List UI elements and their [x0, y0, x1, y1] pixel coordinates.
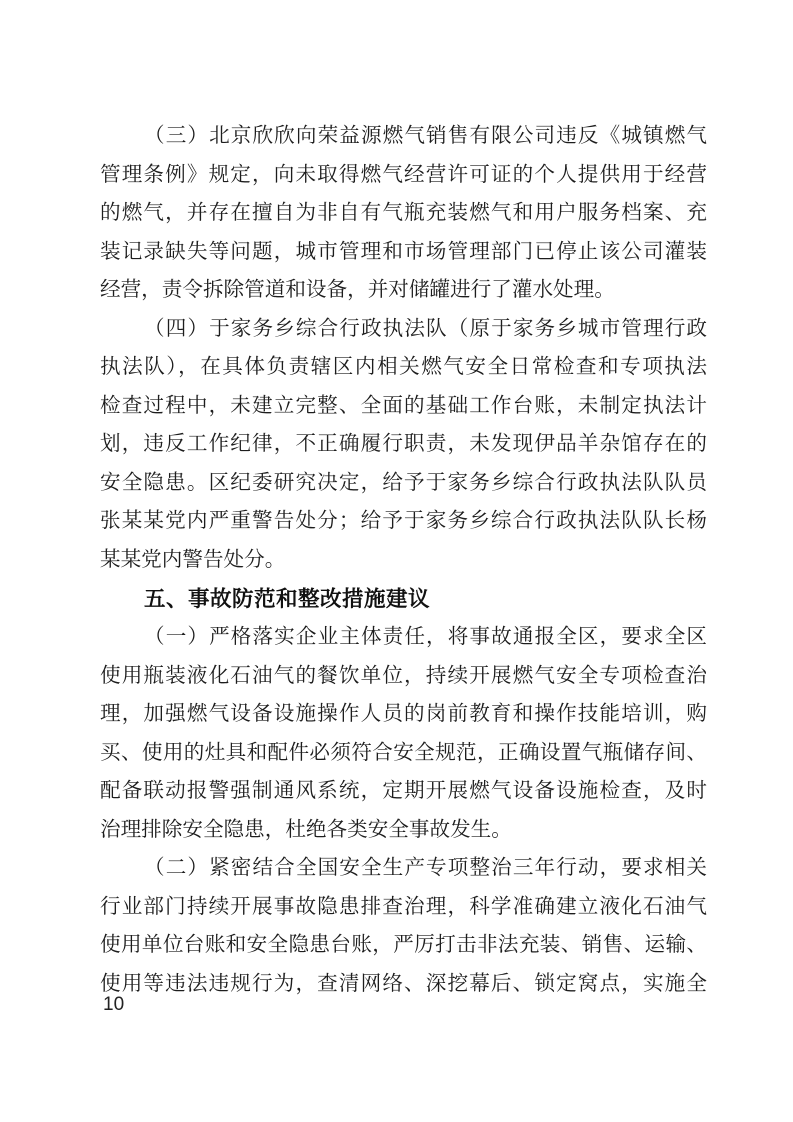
text-line: 安全隐患。区纪委研究决定，给予于家务乡综合行政执法队队员 — [100, 471, 707, 494]
document-body — [100, 117, 707, 1004]
text-line: 装记录缺失等问题，城市管理和市场管理部门已停止该公司灌装 — [100, 240, 707, 263]
text-line: 买、使用的灶具和配件必须符合安全规范，正确设置气瓶储存间、 — [100, 741, 707, 764]
text-line: 执法队），在具体负责辖区内相关燃气安全日常检查和专项执法 — [100, 356, 707, 379]
text-line: 管理条例》规定，向未取得燃气经营许可证的个人提供用于经营 — [100, 163, 707, 186]
text-line: 检查过程中，未建立完整、全面的基础工作台账，未制定执法计 — [100, 394, 707, 417]
text-line: （一）严格落实企业主体责任，将事故通报全区，要求全区 — [144, 626, 707, 649]
text-line: 治理排除安全隐患，杜绝各类安全事故发生。 — [100, 818, 512, 841]
text-line: （四）于家务乡综合行政执法队（原于家务乡城市管理行政 — [144, 317, 707, 340]
text-line: 使用瓶装液化石油气的餐饮单位，持续开展燃气安全专项检查治 — [100, 664, 707, 687]
text-line: 使用单位台账和安全隐患台账，严厉打击非法充装、销售、运输、 — [100, 934, 707, 957]
page-number: 10 — [103, 994, 125, 1015]
text-line: 行业部门持续开展事故隐患排查治理，科学准确建立液化石油气 — [100, 895, 707, 918]
section-heading: 五、事故防范和整改措施建议 — [144, 586, 431, 611]
text-line: 经营，责令拆除管道和设备，并对储罐进行了灌水处理。 — [100, 279, 615, 302]
text-line: 使用等违法违规行为，查清网络、深挖幕后、锁定窝点，实施全 — [100, 973, 707, 996]
text-line: 的燃气，并存在擅自为非自有气瓶充装燃气和用户服务档案、充 — [100, 202, 707, 225]
text-line: 配备联动报警强制通风系统，定期开展燃气设备设施检查，及时 — [100, 780, 707, 803]
text-line: 某某党内警告处分。 — [100, 549, 286, 572]
text-line: （三）北京欣欣向荣益源燃气销售有限公司违反《城镇燃气 — [144, 125, 707, 147]
text-line: 张某某党内严重警告处分；给予于家务乡综合行政执法队队长杨 — [100, 510, 707, 533]
text-line: 划，违反工作纪律，不正确履行职责，未发现伊品羊杂馆存在的 — [100, 433, 707, 456]
text-line: （二）紧密结合全国安全生产专项整治三年行动，要求相关 — [144, 857, 707, 880]
text-line: 理，加强燃气设备设施操作人员的岗前教育和操作技能培训，购 — [100, 703, 707, 726]
